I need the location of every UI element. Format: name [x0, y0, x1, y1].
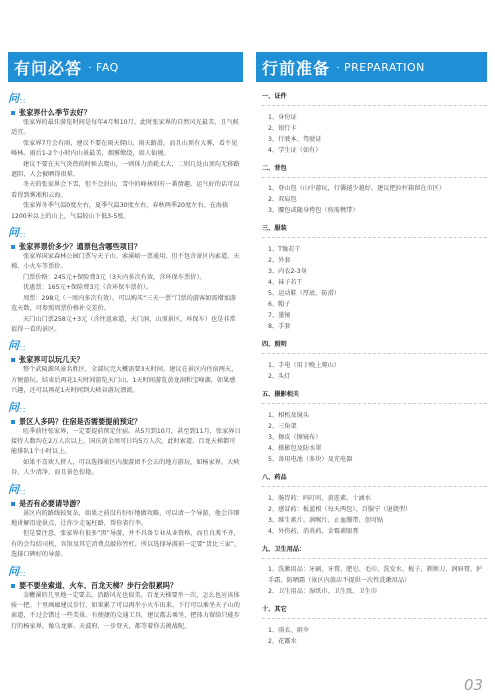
checklist-item: 2、感冒药：板蓝根（每天两包）、百服宁（退烧型）	[268, 506, 412, 514]
checklist-section	[262, 340, 487, 382]
answer-paragraph: 旺季前往张家界，一定要提前预定住宿。从5月到10月，甚至到11月，张家界日接待人数均在2万人次以上，国庆黄金周可日均5万人次。此时索道、百龙天梯都可能排队1个小时以上。	[11, 427, 241, 456]
dots-icon: ∷	[20, 405, 25, 415]
answer-paragraph: 天门山门票258元+3元（含往返索道，天门洞，山顶景区，环保车）也是非常值得一看的景区。	[11, 315, 236, 333]
question-text: 要不要坐索道、火车、百龙天梯？步行会很累吗？	[19, 580, 178, 590]
checklist-item: 2、头灯	[268, 373, 291, 381]
answer-paragraph: 景区内的路线较复杂，如果之前没有好好地做攻略，可以请一个导游，他会详细地讲解沿途景点，让你少走冤枉路，帮你省行李。	[11, 509, 240, 527]
preparation-title: 行前准备	[262, 58, 331, 78]
square-bullet-icon	[11, 420, 15, 424]
faq-item	[8, 92, 243, 222]
answer-paragraph: 张家界国家森林公园门票与天子山、索溪峪一票通用，但不包含景区内索道、天梯、小火车等票价。	[11, 253, 240, 271]
checklist-item: 8、手套	[268, 323, 291, 331]
faq-item	[8, 565, 243, 633]
square-bullet-icon	[11, 358, 15, 362]
checklist-item: 2、三角架	[268, 423, 297, 431]
question-title	[11, 499, 243, 509]
answer-paragraph: 优惠票：165元+保险费3元（含环保车票价）。	[23, 284, 153, 292]
checklist-item: 3、内衣2-3身	[268, 268, 307, 276]
faq-title-en: · FAQ	[88, 60, 119, 74]
square-bullet-icon	[11, 502, 15, 506]
question-marker	[8, 401, 243, 415]
page-number: 03	[464, 676, 484, 694]
answer-paragraph: 张家界的最佳游览时间是每年4月和10月。此时张家界的自然风光最美，且气候适宜。	[11, 119, 239, 137]
checklist-section	[262, 473, 487, 537]
checklist-item: 1、肠胃药：吗叮吗、黄连素、十滴水	[268, 495, 371, 503]
dashed-divider	[262, 105, 487, 106]
checklist-section	[262, 545, 487, 597]
checklist-item: 2、花露水	[268, 638, 297, 646]
answer-paragraph: 但是要注意，张家界有很多“黑”导游，并不具备专业从业资格，而且良莠不齐，有的会勾结司机、宾馆及其它消费点敲你竹杠，所以选择导游前一定要“货比三家”，选择口碑好的导游。	[11, 530, 241, 559]
checklist-item: 2、双肩包	[268, 196, 297, 204]
question-marker	[8, 226, 243, 240]
faq-banner	[8, 52, 243, 82]
preparation-banner	[256, 52, 487, 82]
checklist-item: 1、手电（用于晚上爬山）	[268, 362, 340, 370]
faq-title: 有问必答	[14, 58, 83, 78]
checklist-item: 2、银行卡	[268, 125, 297, 132]
question-mark-label: 问	[8, 400, 19, 414]
checklist-item: 5、运动鞋（厚底、防滑）	[268, 290, 340, 298]
answer-paragraph: 门票价格：245元+保险费3元（3天内多次有效，含环保车票价）。	[23, 273, 206, 281]
answer-paragraph: 张家界冬季气温0度左右，夏季气温30度左右，春秋两季20度左右。在海拔1200米以上的山上，气温较山下低3-5度。	[11, 202, 229, 220]
question-mark-label: 问	[8, 92, 19, 105]
dashed-divider	[262, 177, 487, 178]
checklist-item: 2、卫生用品：湿纸巾、卫生纸、卫生巾	[268, 588, 378, 596]
dashed-divider	[262, 558, 487, 559]
checklist-section	[262, 164, 487, 216]
answer-paragraph: 整个武陵源风景名胜区，全部玩完大概需要3天时间，建议在景区内住宿两天，方便游玩。结束后再花1天时间游览天门山，1天时间游览黄龙洞和宝峰湖，如果感兴趣，还可以再花1天时间到大峡谷游玩漂流。	[11, 366, 238, 395]
dashed-divider	[262, 486, 487, 487]
dots-icon: ∷	[20, 487, 25, 497]
checklist-item: 7、墨镜	[268, 312, 291, 320]
preparation-title-en: · PREPARATION	[336, 60, 425, 74]
question-title	[11, 242, 243, 252]
checklist-item: 1、T恤若干	[268, 246, 301, 254]
section-heading: 五、摄影相关	[262, 391, 300, 399]
answer-paragraph: 金鞭溪的几里地一定要去，沿路风光也很美。百龙天梯要坐一次，怎么也应该体验一把。十里画廊建议步行，如果累了可以再坐小火车出来。下行可以乘坐天子山的索道，不过会错过一些美景。有便捷的交通工具，建议都去乘坐，把体力留给只能步行的杨家界，像乌龙寨、天波府，一步登天，都等着你去挑战呢。	[11, 591, 240, 630]
checklist-section	[262, 390, 487, 465]
checklist-item: 2、外套	[268, 257, 291, 265]
checklist-item: 5、备用电池（多块）及充电器	[268, 456, 353, 464]
section-heading: 十、其它	[262, 606, 287, 614]
dots-icon: ∷	[20, 569, 25, 579]
faq-item	[8, 226, 243, 335]
answer-paragraph: 冬天的张家界会下雪，但不会封山，雪中的峰林别有一番情趣。运气好的话可以看得到雾凇和云海。	[11, 181, 240, 199]
checklist-item: 6、帽子	[268, 301, 291, 309]
dashed-divider	[262, 237, 487, 238]
question-mark-label: 问	[8, 482, 19, 496]
checklist-item: 3、擦皮（擦镜布）	[268, 434, 322, 442]
question-title	[11, 108, 243, 118]
square-bullet-icon	[11, 584, 15, 588]
question-title	[11, 581, 243, 591]
question-marker	[8, 92, 243, 106]
square-bullet-icon	[11, 111, 15, 115]
checklist-section	[262, 92, 487, 156]
section-heading: 三、服装	[262, 225, 287, 233]
section-heading: 四、照明	[262, 341, 287, 349]
question-text: 张家界票价多少？通票包含哪些项目？	[19, 242, 142, 252]
answer-paragraph: 周票：298元（一周内多次有效）。可以购买“三天一票”门票的游客如需增加游览天数，可参照周票价格补交差价。	[11, 294, 237, 313]
answer-paragraph: 张家界7月会有雨，建议不要在雨天爬山，雨天路滑，而且山顶有大雾，看不见峰林。雨后1-2个小时内山景最美，烟雾缭绕，如人仙境。	[11, 139, 238, 158]
checklist-section	[262, 605, 487, 647]
question-marker	[8, 339, 243, 353]
question-text: 张家界可以玩几天？	[19, 355, 84, 365]
question-text: 是否有必要请导游？	[19, 498, 84, 508]
checklist-item: 1、雨衣、雨伞	[268, 627, 310, 635]
faq-item	[8, 339, 243, 396]
dots-icon: ∷	[20, 231, 25, 241]
answer-paragraph: 建议不要在天气炎热的时候去爬山，一则体力消耗太大，二则几处山顶均无移路遮阳，人会被晒得很晕。	[11, 160, 240, 179]
question-title	[11, 417, 243, 427]
answer-paragraph: 如果不喜欢人挤人，可以选择景区内旅游团不会去的地方游玩，如杨家界，大峡谷，人少清净，而且景色惊艳。	[11, 458, 240, 477]
dots-icon: ∷	[20, 344, 25, 354]
checklist-item: 3、行驶本、驾驶证	[268, 136, 322, 143]
checklist-item: 3、维生素片、润喉片、止血绷带、创可贴	[268, 517, 384, 525]
faq-list	[8, 88, 243, 632]
section-heading: 九、卫生用品：	[262, 546, 306, 554]
checklist-item: 1、洗漱用品：牙刷、牙膏、肥皂、毛巾、洗发水、梳子、剃须刀、润唇膏、护手霜、防晒霜（景区内旅店不提供一次性洗漱用品）	[268, 566, 483, 584]
dashed-divider	[262, 618, 487, 619]
faq-item	[8, 401, 243, 479]
question-mark-label: 问	[8, 339, 19, 353]
checklist-item: 1、相机及镜头	[268, 412, 310, 420]
section-heading: 二、背包	[262, 165, 287, 172]
checklist-item: 1、身份证	[268, 114, 297, 121]
question-marker	[8, 483, 243, 497]
checklist-item: 4、袜子若干	[268, 279, 303, 287]
question-mark-label: 问	[8, 226, 19, 240]
dots-icon: ∷	[20, 97, 25, 106]
checklist-item: 4、摄影包及防水罩	[268, 445, 322, 453]
checklist-item: 4、学生证（如有）	[268, 147, 322, 154]
checklist-item: 1、登山包（山中游玩，行囊越少越好，建议把拉杆箱留在市区）	[268, 185, 446, 192]
question-text: 张家界什么季节去好？	[19, 108, 91, 117]
question-title	[11, 355, 243, 365]
dashed-divider	[262, 353, 487, 354]
checklist-item: 3、腰包或随身挎包（按需携带）	[268, 207, 359, 215]
dashed-divider	[262, 403, 487, 404]
checklist-item: 4、外伤药，消炎药、金霉素眼膏	[268, 528, 359, 536]
checklist-section	[262, 224, 487, 332]
square-bullet-icon	[11, 245, 15, 249]
section-heading: 八、药品	[262, 474, 287, 482]
question-mark-label: 问	[8, 564, 19, 578]
preparation-list	[262, 92, 487, 655]
question-text: 景区人多吗？住宿是否需要提前预定？	[19, 416, 142, 426]
section-heading: 一、证件	[262, 93, 287, 100]
faq-item	[8, 483, 243, 561]
question-marker	[8, 565, 243, 579]
